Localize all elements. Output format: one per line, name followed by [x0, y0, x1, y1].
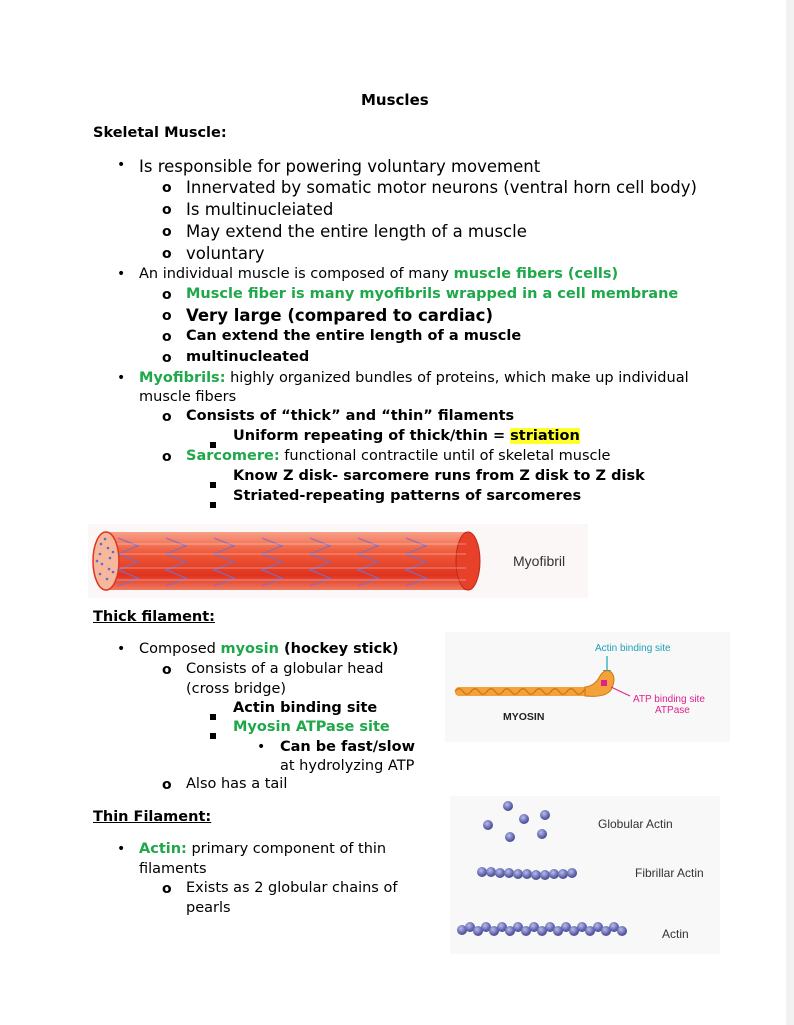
list-item: May extend the entire length of a muscle [186, 222, 527, 241]
list-item: Can extend the entire length of a muscle [186, 328, 522, 344]
list-item: Consists of “thick” and “thin” filaments [186, 408, 515, 424]
atpase-label: ATPase [655, 705, 690, 716]
page-title: Muscles [361, 91, 429, 109]
bullet-o-icon: o [162, 449, 172, 465]
actin-label: Actin [662, 927, 689, 941]
list-item: Consists of a globular head [186, 661, 384, 677]
term-myosin: myosin [220, 641, 279, 657]
bullet-icon: • [117, 266, 126, 282]
text: Composed [139, 641, 221, 657]
bullet-o-icon: o [162, 662, 172, 678]
actin-figure [450, 796, 720, 954]
atp-binding-marker [601, 680, 607, 686]
bullet-icon: • [117, 157, 126, 173]
section-heading-thin: Thin Filament: [93, 809, 212, 825]
list-item [139, 641, 399, 657]
bullet-icon: • [117, 370, 126, 386]
list-item-continued: (cross bridge) [186, 681, 287, 697]
list-item [139, 266, 618, 282]
myosin-label: MYOSIN [503, 711, 545, 723]
list-item: Myosin ATPase site [233, 719, 390, 735]
list-item: multinucleated [186, 349, 310, 365]
bullet-o-icon: o [162, 246, 172, 262]
bullet-icon: • [117, 641, 126, 657]
list-item [139, 370, 689, 386]
bullet-o-icon: o [162, 308, 172, 324]
list-item: Also has a tail [186, 776, 288, 792]
term-sarcomere: Sarcomere: [186, 448, 280, 464]
myosin-figure [445, 632, 730, 742]
list-item [139, 841, 386, 857]
myofibril-figure [88, 524, 588, 598]
bullet-o-icon: o [162, 409, 172, 425]
bullet-icon: • [257, 739, 266, 755]
fibrillar-actin-label: Fibrillar Actin [635, 866, 704, 880]
list-item: Actin binding site [233, 700, 378, 716]
text: highly organized bundles of proteins, which make up individual [225, 370, 689, 386]
list-item: Very large (compared to cardiac) [186, 306, 493, 325]
bullet-o-icon: o [162, 350, 172, 366]
term-actin: Actin: [139, 841, 187, 857]
text: An individual muscle is composed of many [139, 266, 454, 282]
list-item-continued: filaments [139, 861, 207, 877]
bullet-o-icon: o [162, 224, 172, 240]
bullet-square-icon [210, 493, 216, 512]
bullet-square-icon [210, 705, 216, 724]
text-bold: (hockey stick) [278, 641, 399, 657]
list-item-continued: pearls [186, 900, 231, 916]
list-item-continued: at hydrolyzing ATP [280, 758, 415, 774]
list-item: Can be fast/slow [280, 739, 415, 755]
list-item [186, 448, 610, 464]
actin-binding-site-label: Actin binding site [595, 643, 671, 654]
list-item: voluntary [186, 244, 265, 263]
list-item: Is multinucleiated [186, 200, 334, 219]
list-item [233, 428, 580, 444]
list-item-continued: muscle fibers [139, 389, 237, 405]
text: Uniform repeating of thick/thin = [233, 428, 511, 444]
myosin-tail [455, 687, 591, 696]
bullet-o-icon: o [162, 180, 172, 196]
section-heading-thick: Thick filament: [93, 609, 215, 625]
bullet-o-icon: o [162, 287, 172, 303]
bullet-square-icon [210, 473, 216, 492]
bullet-o-icon: o [162, 777, 172, 793]
bullet-o-icon: o [162, 881, 172, 897]
list-item: Exists as 2 globular chains of [186, 880, 398, 896]
term-muscle-fibers: muscle fibers (cells) [453, 266, 619, 282]
bullet-o-icon: o [162, 329, 172, 345]
list-item: Innervated by somatic motor neurons (ventral horn cell body) [186, 178, 697, 197]
text: functional contractile until of skeletal muscle [279, 448, 611, 464]
bullet-square-icon [210, 724, 216, 743]
list-item: Striated-repeating patterns of sarcomeres [233, 488, 582, 504]
highlight-striation: striation [510, 428, 580, 444]
myofibril-caption: Myofibril [513, 553, 566, 569]
bullet-o-icon: o [162, 202, 172, 218]
bullet-icon: • [117, 841, 126, 857]
list-item: Know Z disk- sarcomere runs from Z disk to Z disk [233, 468, 645, 484]
section-heading-skeletal: Skeletal Muscle: [93, 125, 227, 141]
list-item: Muscle fiber is many myofibrils wrapped in a cell membrane [186, 286, 679, 302]
list-item: Is responsible for powering voluntary movement [139, 157, 541, 176]
page-edge [786, 0, 794, 1025]
term-myofibrils: Myofibrils: [139, 370, 226, 386]
globular-actin-label: Globular Actin [598, 817, 673, 831]
text: primary component of thin [186, 841, 387, 857]
atp-binding-site-label: ATP binding site [633, 694, 705, 705]
